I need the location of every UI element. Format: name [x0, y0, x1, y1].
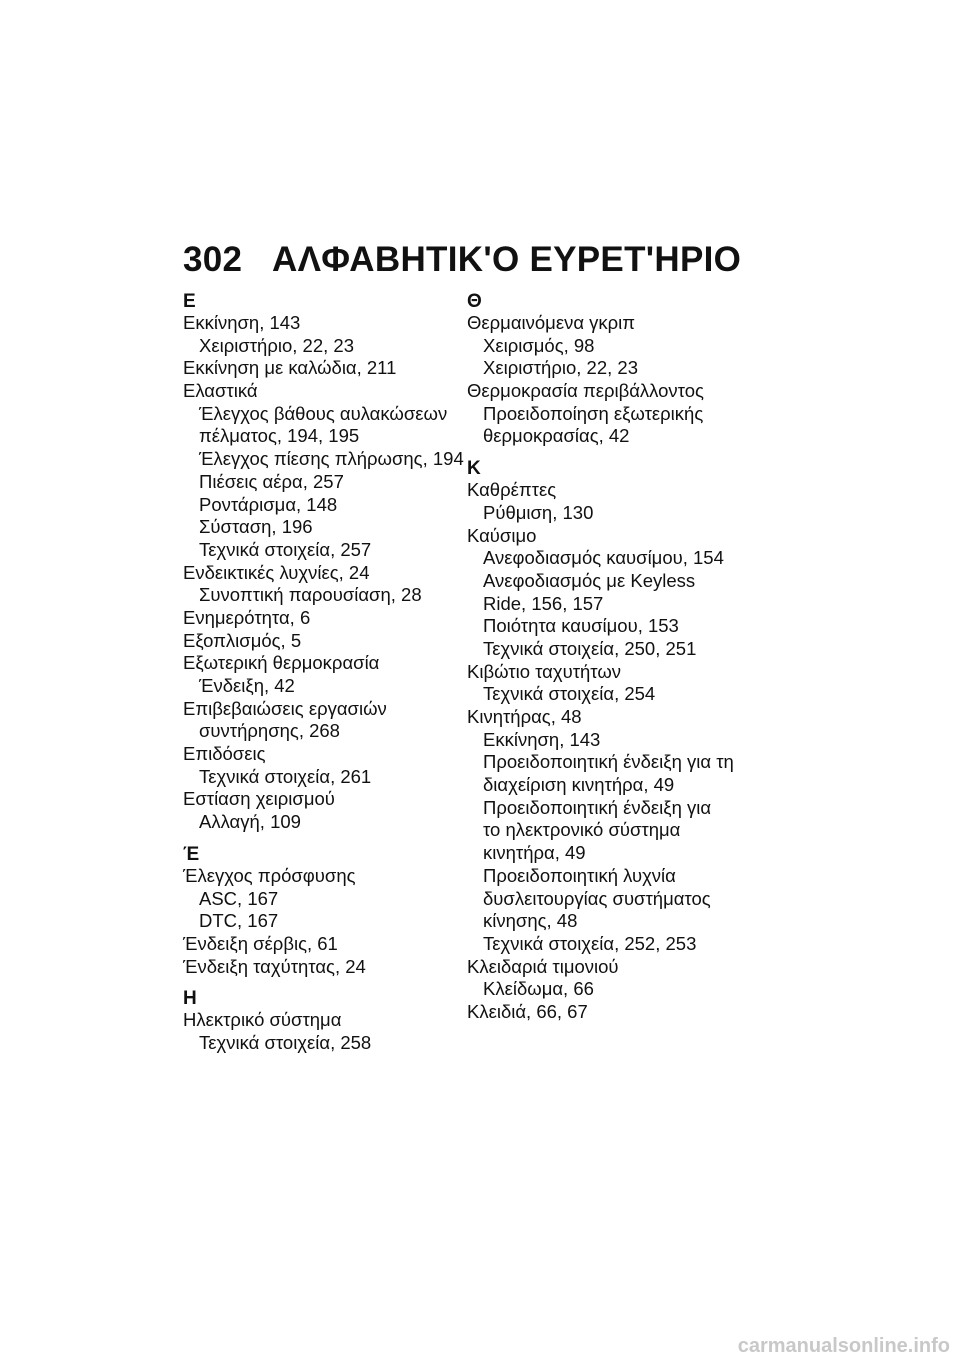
- index-subentry: θερμοκρασίας, 42: [483, 425, 630, 447]
- index-entry: Κινητήρας, 48: [467, 706, 582, 727]
- index-entry: Εξωτερική θερμοκρασία: [183, 652, 380, 674]
- page-number: 302: [183, 240, 243, 279]
- index-subentry: Προειδοποίηση εξωτερικής: [483, 402, 704, 424]
- index-section: [183, 291, 464, 834]
- index-subentry: Ποιότητα καυσίμου, 153: [483, 615, 679, 637]
- index-subentry: Χειριστήριο, 22, 23: [199, 334, 354, 356]
- index-subentry: Πιέσεις αέρα, 257: [199, 470, 344, 492]
- index-subentry: Αλλαγή, 109: [199, 811, 301, 833]
- index-subentry: Προειδοποιητική ένδειξη για: [483, 796, 712, 818]
- index-subentry: δυσλειτουργίας συστήματος: [483, 887, 711, 909]
- index-entry: Ένδειξη σέρβις, 61: [183, 932, 338, 954]
- index-subentry: Ανεφοδιασμός με Keyless: [483, 569, 696, 591]
- section-letter: Θ: [467, 291, 482, 312]
- index-entry: Εστίαση χειρισμού: [183, 788, 335, 810]
- index-entry: Κιβώτιο ταχυτήτων: [467, 660, 622, 682]
- index-entry: Θερμαινόμενα γκριπ: [467, 312, 636, 333]
- index-subentry: Τεχνικά στοιχεία, 252, 253: [483, 932, 697, 954]
- index-subentry: Τεχνικά στοιχεία, 254: [483, 683, 656, 705]
- index-subentry: πέλματος, 194, 195: [199, 425, 360, 447]
- index-subentry: Τεχνικά στοιχεία, 261: [199, 765, 372, 787]
- section-letter: Έ: [183, 843, 200, 865]
- index-subentry: Ρύθμιση, 130: [483, 501, 594, 523]
- index-entry: Εκκίνηση, 143: [183, 312, 301, 333]
- index-subentry: Χειρισμός, 98: [483, 334, 595, 356]
- index-entry: Επιβεβαιώσεις εργασιών: [183, 697, 387, 719]
- index-subentry: Ανεφοδιασμός καυσίμου, 154: [483, 547, 724, 569]
- index-subentry: Σύσταση, 196: [199, 516, 313, 538]
- index-section: [467, 292, 737, 448]
- index-subentry: Τεχνικά στοιχεία, 258: [199, 1031, 372, 1053]
- index-entry: Εκκίνηση με καλώδια, 211: [183, 357, 397, 379]
- index-subentry: κίνησης, 48: [483, 910, 578, 932]
- section-letter: Κ: [467, 458, 481, 480]
- index-entry: Θερμοκρασία περιβάλλοντος: [467, 380, 704, 402]
- index-subentry: Ride, 156, 157: [483, 592, 604, 614]
- watermark: carmanualsonline.info: [737, 1335, 950, 1357]
- page-title: ΑΛΦΑΒΗΤΙΚ'Ο ΕΥΡΕΤ'ΗΡΙΟ: [272, 240, 742, 279]
- index-subentry: Τεχνικά στοιχεία, 250, 251: [483, 637, 697, 659]
- section-letter: Ε: [183, 291, 196, 312]
- index-column-left: [183, 291, 464, 1066]
- index-section: [467, 459, 737, 1024]
- index-subentry: συντήρησης, 268: [199, 720, 340, 742]
- index-subentry: Ένδειξη, 42: [199, 675, 295, 696]
- index-subentry: Προειδοποιητική ένδειξη για τη: [483, 751, 734, 773]
- index-entry: Ενημερότητα, 6: [183, 606, 311, 628]
- index-subentry: Έλεγχος πίεσης πλήρωσης, 194: [199, 448, 464, 470]
- index-subentry: το ηλεκτρονικό σύστημα: [483, 819, 681, 841]
- index-section: [183, 989, 453, 1054]
- index-entry: Κλειδιά, 66, 67: [467, 1000, 588, 1022]
- index-entry: Επιδόσεις: [183, 743, 266, 765]
- index-entry: Ένδειξη ταχύτητας, 24: [183, 955, 366, 977]
- index-subentry: Έλεγχος βάθους αυλακώσεων: [199, 402, 448, 424]
- index-subentry: Κλείδωμα, 66: [483, 978, 594, 1000]
- index-subentry: Προειδοποιητική λυχνία: [483, 864, 676, 886]
- index-subentry: Εκκίνηση, 143: [483, 728, 601, 750]
- index-entry: Καθρέπτες: [467, 479, 557, 501]
- section-letter: Η: [183, 988, 197, 1010]
- index-entry: Έλεγχος πρόσφυσης: [183, 864, 356, 886]
- index-entry: Εξοπλισμός, 5: [183, 629, 302, 651]
- index-subentry: Συνοπτική παρουσίαση, 28: [199, 584, 422, 606]
- index-subentry: Χειριστήριο, 22, 23: [483, 357, 638, 379]
- index-subentry: διαχείριση κινητήρα, 49: [483, 774, 675, 796]
- index-subentry: Ροντάρισμα, 148: [199, 493, 338, 515]
- index-entry: Ενδεικτικές λυχνίες, 24: [183, 561, 370, 583]
- index-subentry: DTC, 167: [199, 910, 279, 932]
- index-column-right: [467, 292, 737, 1035]
- index-subentry: κινητήρα, 49: [483, 842, 586, 864]
- index-subentry: ASC, 167: [199, 887, 279, 909]
- index-subentry: Τεχνικά στοιχεία, 257: [199, 538, 372, 560]
- index-entry: Καύσιμο: [467, 524, 537, 546]
- index-section: [183, 845, 453, 978]
- index-entry: Ελαστικά: [183, 380, 258, 402]
- index-entry: Ηλεκτρικό σύστημα: [183, 1009, 342, 1031]
- index-entry: Κλειδαριά τιμονιού: [467, 955, 619, 977]
